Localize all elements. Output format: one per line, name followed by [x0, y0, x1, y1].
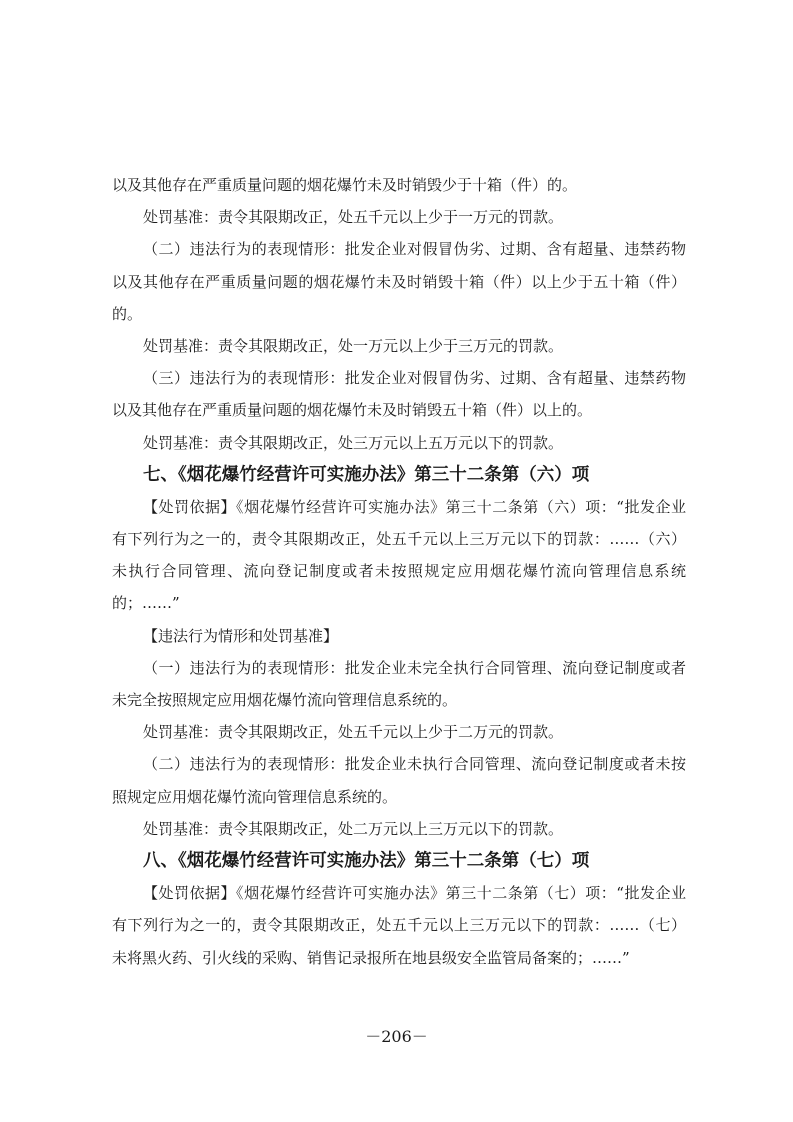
- paragraph-line: 有下列行为之一的，责令其限期改正，处五千元以上三万元以下的罚款：……（七）: [112, 916, 686, 935]
- penalty-standard-line: 处罚基准：责令其限期改正，处二万元以上三万元以下的罚款。: [143, 819, 564, 838]
- section-heading-8: 八、《烟花爆竹经营许可实施办法》第三十二条第（七）项: [143, 850, 590, 871]
- violation-case-line: （一）违法行为的表现情形：批发企业未完全执行合同管理、流向登记制度或者: [143, 658, 686, 677]
- penalty-standard-line: 处罚基准：责令其限期改正，处五千元以上少于二万元的罚款。: [143, 723, 564, 742]
- page-number: －206－: [365, 1027, 428, 1046]
- paragraph-line: 未完全按照规定应用烟花爆竹流向管理信息系统的。: [112, 691, 458, 709]
- paragraph-line: 未执行合同管理、流向登记制度或者未按照规定应用烟花爆竹流向管理信息系统: [112, 562, 686, 581]
- paragraph-line: 的；……”: [112, 594, 180, 613]
- paragraph-line: 未将黑火药、引火线的采购、销售记录报所在地县级安全监管局备案的；……”: [112, 948, 630, 967]
- penalty-standard-line: 处罚基准：责令其限期改正，处三万元以上五万元以下的罚款。: [143, 433, 564, 452]
- document-body: [112, 169, 686, 974]
- legal-basis-line: 【处罚依据】《烟花爆竹经营许可实施办法》第三十二条第（六）项：“批发企业: [143, 497, 686, 516]
- penalty-standard-line: 处罚基准：责令其限期改正，处一万元以上少于三万元的罚款。: [143, 336, 564, 355]
- paragraph-line: 的。: [112, 304, 143, 323]
- violation-case-line: （三）违法行为的表现情形：批发企业对假冒伪劣、过期、含有超量、违禁药物: [143, 369, 686, 388]
- subsection-label: 【违法行为情形和处罚基准】: [143, 626, 339, 645]
- paragraph-line: 照规定应用烟花爆竹流向管理信息系统的。: [112, 787, 398, 806]
- paragraph-line: 有下列行为之一的，责令其限期改正，处五千元以上三万元以下的罚款：……（六）: [112, 530, 686, 549]
- paragraph-line: 以及其他存在严重质量问题的烟花爆竹未及时销毁五十箱（件）以上的。: [112, 401, 593, 420]
- section-heading-7: 七、《烟花爆竹经营许可实施办法》第三十二条第（六）项: [143, 464, 590, 485]
- violation-case-line: （二）违法行为的表现情形：批发企业未执行合同管理、流向登记制度或者未按: [143, 755, 686, 774]
- penalty-standard-line: 处罚基准：责令其限期改正，处五千元以上少于一万元的罚款。: [143, 208, 564, 227]
- violation-case-line: （二）违法行为的表现情形：批发企业对假冒伪劣、过期、含有超量、违禁药物: [143, 240, 686, 259]
- legal-basis-line: 【处罚依据】《烟花爆竹经营许可实施办法》第三十二条第（七）项：“批发企业: [143, 884, 686, 903]
- paragraph-line: 以及其他存在严重质量问题的烟花爆竹未及时销毁少于十箱（件）的。: [112, 176, 578, 194]
- paragraph-line: 以及其他存在严重质量问题的烟花爆竹未及时销毁十箱（件）以上少于五十箱（件）: [112, 272, 686, 291]
